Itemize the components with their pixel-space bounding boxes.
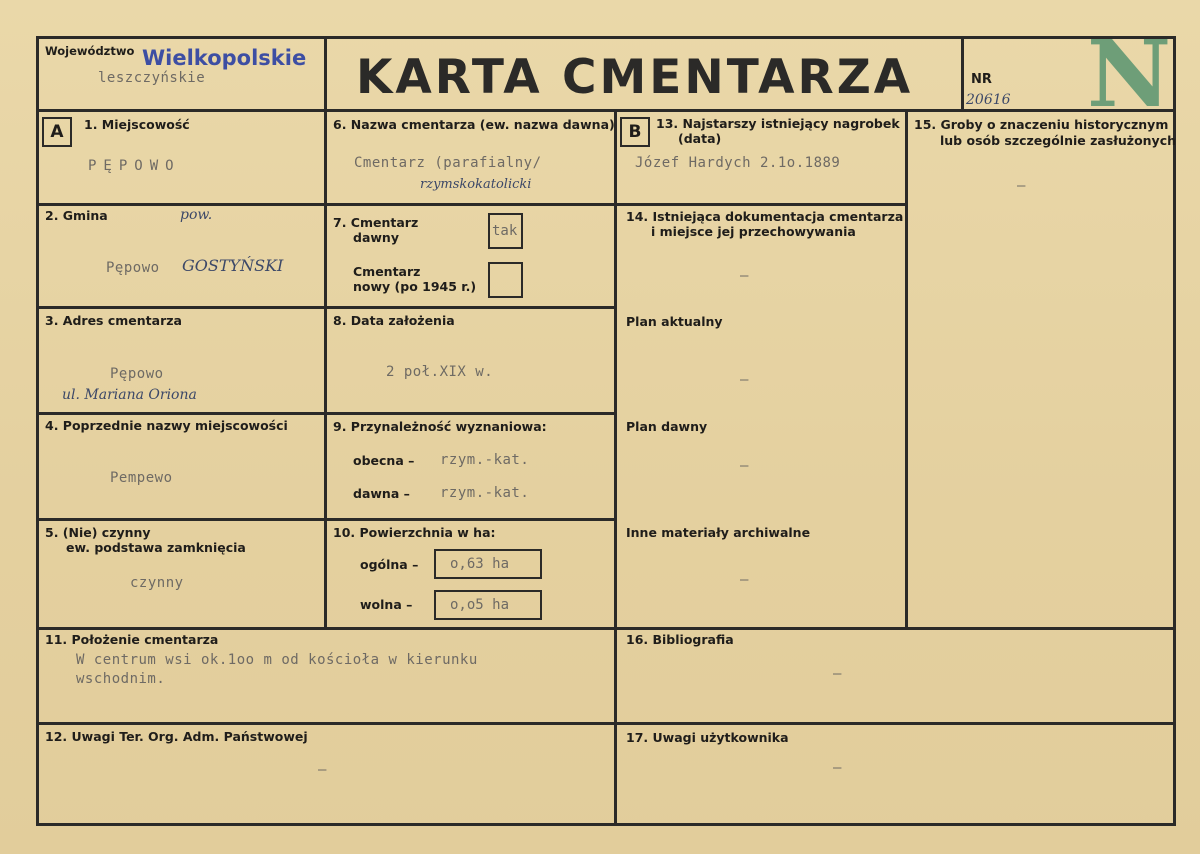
divider bbox=[905, 109, 908, 629]
field-9-label: 9. Przynależność wyznaniowa: bbox=[333, 419, 547, 434]
field-2-label: 2. Gmina bbox=[45, 208, 108, 223]
field-3-value: Pępowo bbox=[110, 366, 164, 382]
field-16-value: – bbox=[833, 666, 842, 682]
plan-dawny-label: Plan dawny bbox=[626, 419, 708, 434]
wojewodztwo-stamp: Wielkopolskie bbox=[142, 46, 307, 70]
nr-value: 20616 bbox=[966, 92, 1011, 108]
field-10-wolna-value: o,o5 ha bbox=[434, 590, 542, 620]
field-7-dawny-checkbox[interactable]: tak bbox=[488, 213, 523, 249]
field-11-line-1: W centrum wsi ok.1oo m od kościoła w kierunku bbox=[76, 652, 478, 668]
field-10-wolna-label: wolna – bbox=[360, 597, 413, 612]
field-14-value: – bbox=[740, 268, 749, 284]
field-7-sublabel: dawny bbox=[353, 230, 399, 245]
field-11-line-2: wschodnim. bbox=[76, 671, 166, 687]
divider bbox=[36, 412, 616, 415]
field-11-label: 11. Położenie cmentarza bbox=[45, 632, 219, 647]
plan-dawny-value: – bbox=[740, 458, 749, 474]
plan-aktualny-label: Plan aktualny bbox=[626, 314, 723, 329]
field-14-label: 14. Istniejąca dokumentacja cmentarza bbox=[626, 209, 904, 224]
field-9-dawna-label: dawna – bbox=[353, 486, 410, 501]
field-17-value: – bbox=[833, 760, 842, 776]
field-12-value: – bbox=[318, 762, 327, 778]
field-9-obecna-value: rzym.-kat. bbox=[440, 452, 530, 468]
field-2-hand-value: GOSTYŃSKI bbox=[182, 256, 284, 275]
divider bbox=[36, 306, 616, 309]
field-2-value: Pępowo bbox=[106, 260, 160, 276]
divider bbox=[614, 203, 907, 206]
field-3-hand-value: ul. Mariana Oriona bbox=[62, 387, 197, 403]
field-13-value: Józef Hardych 2.1o.1889 bbox=[635, 155, 841, 171]
field-14-sublabel: i miejsce jej przechowywania bbox=[651, 224, 856, 239]
field-7-nowy-checkbox[interactable] bbox=[488, 262, 523, 298]
divider bbox=[36, 627, 1176, 630]
field-16-label: 16. Bibliografia bbox=[626, 632, 734, 647]
divider bbox=[36, 518, 616, 521]
field-5-sublabel: ew. podstawa zamknięcia bbox=[66, 540, 246, 555]
field-10-label: 10. Powierzchnia w ha: bbox=[333, 525, 496, 540]
field-3-label: 3. Adres cmentarza bbox=[45, 313, 182, 328]
inne-materialy-value: – bbox=[740, 572, 749, 588]
field-4-label: 4. Poprzednie nazwy miejscowości bbox=[45, 418, 288, 433]
corner-letter-mark: N bbox=[1087, 20, 1172, 128]
divider bbox=[324, 36, 327, 629]
field-8-value: 2 poł.XIX w. bbox=[386, 364, 494, 380]
field-5-value: czynny bbox=[130, 575, 184, 591]
page-title: KARTA CMENTARZA bbox=[356, 50, 914, 105]
inne-materialy-label: Inne materiały archiwalne bbox=[626, 525, 811, 540]
divider bbox=[36, 109, 1176, 112]
field-12-label: 12. Uwagi Ter. Org. Adm. Państwowej bbox=[45, 729, 308, 744]
field-9-dawna-value: rzym.-kat. bbox=[440, 485, 530, 501]
divider bbox=[36, 722, 1176, 725]
field-2-note: pow. bbox=[180, 207, 213, 223]
field-15-value: – bbox=[1017, 178, 1026, 194]
field-6-hand-value: rzymskokatolicki bbox=[420, 177, 532, 192]
wojewodztwo-label: Województwo bbox=[45, 44, 135, 58]
field-8-label: 8. Data założenia bbox=[333, 313, 455, 328]
wojewodztwo-old-value: leszczyńskie bbox=[98, 70, 206, 86]
field-10-ogolna-value: o,63 ha bbox=[434, 549, 542, 579]
field-10-ogolna-label: ogólna – bbox=[360, 557, 419, 572]
divider bbox=[961, 36, 964, 111]
field-15-sublabel: lub osób szczególnie zasłużonych bbox=[940, 133, 1177, 148]
field-7-new-label: Cmentarz bbox=[353, 264, 421, 279]
field-17-label: 17. Uwagi użytkownika bbox=[626, 730, 789, 745]
field-6-value: Cmentarz (parafialny/ bbox=[354, 155, 542, 171]
field-13-sublabel: (data) bbox=[678, 131, 722, 146]
field-1-label: 1. Miejscowość bbox=[84, 117, 190, 132]
field-7-new-sublabel: nowy (po 1945 r.) bbox=[353, 279, 477, 294]
divider bbox=[36, 203, 616, 206]
plan-aktualny-value: – bbox=[740, 372, 749, 388]
section-a-marker: A bbox=[42, 117, 72, 147]
field-4-value: Pempewo bbox=[110, 470, 173, 486]
field-6-label: 6. Nazwa cmentarza (ew. nazwa dawna) bbox=[333, 117, 615, 132]
field-15-label: 15. Groby o znaczeniu historycznym bbox=[914, 117, 1169, 132]
field-13-label: 13. Najstarszy istniejący nagrobek bbox=[656, 116, 900, 131]
field-5-label: 5. (Nie) czynny bbox=[45, 525, 151, 540]
section-b-marker: B bbox=[620, 117, 650, 147]
field-7-label: 7. Cmentarz bbox=[333, 215, 419, 230]
nr-label: NR bbox=[971, 72, 992, 87]
field-9-obecna-label: obecna – bbox=[353, 453, 415, 468]
field-1-value: PĘPOWO bbox=[88, 158, 181, 174]
divider bbox=[614, 109, 617, 826]
